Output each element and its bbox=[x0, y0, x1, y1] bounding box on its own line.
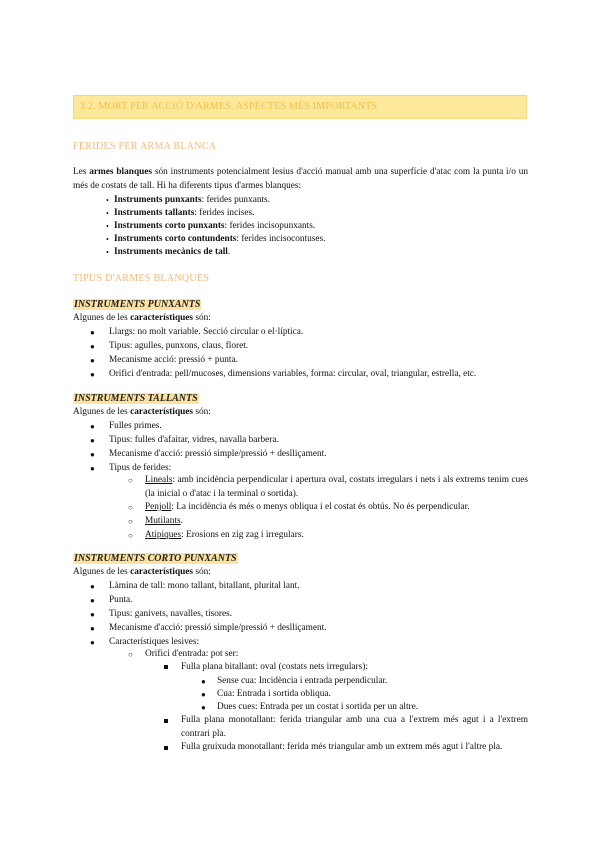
list-item: Tipus: fulles d'afaitar, vidres, navalla barbera. bbox=[109, 435, 279, 445]
sub-list-item: Mutilants. bbox=[145, 516, 183, 526]
bullet-icon: • bbox=[106, 235, 109, 244]
list-item: Mecanisme d'acció: pressió simple/pressió + deslliçament. bbox=[109, 449, 327, 459]
heading-ferides: FERIDES PER ARMA BLANCA bbox=[73, 141, 217, 152]
sub-sub-sub-item: Sense cua: Incidència i entrada perpendicular. bbox=[217, 676, 388, 686]
sub-list-item: Penjoll: La incidència és més o menys obliqua i el costat és obtús. No és perpendicular. bbox=[145, 502, 470, 512]
sub-sub-list-item: Fulla gruixuda monotallant: ferida més triangular amb un extrem més agut i l'altre pla. bbox=[181, 742, 503, 752]
list-item: Tipus: agulles, punxons, claus, floret. bbox=[109, 341, 249, 351]
lead-text: Algunes de les característiques són: bbox=[73, 407, 211, 417]
sub-list-item: Atípiques: Erosions en zig zag i irregulars. bbox=[145, 530, 304, 540]
bullet-icon: ● bbox=[90, 370, 95, 379]
list-item: Làmina de tall: mono tallant, bitallant, plurital lant. bbox=[109, 581, 300, 591]
bullet-icon: ● bbox=[90, 422, 95, 431]
lead-text: Algunes de les característiques són: bbox=[73, 567, 211, 577]
list-item: Característiques lesives: bbox=[109, 637, 200, 647]
sub-sub-list-item: Fulla plana bitallant: oval (costats nets irregulars): bbox=[181, 662, 368, 672]
circle-bullet-icon: ○ bbox=[128, 503, 133, 512]
bullet-icon: ● bbox=[90, 450, 95, 459]
list-item: Mecanisme d'acció: pressió simple/pressió + deslliçament. bbox=[109, 623, 327, 633]
list-item: Instruments corto contundents: ferides incisocontuses. bbox=[114, 234, 326, 244]
list-item: Orifici d'entrada: pell/mucoses, dimensions variables, forma: circular, oval, triangular, estrella, etc. bbox=[109, 369, 477, 379]
bullet-icon: ● bbox=[201, 690, 206, 699]
bullet-icon: ● bbox=[90, 464, 95, 473]
list-item: Punta. bbox=[109, 595, 133, 605]
circle-bullet-icon: ○ bbox=[128, 531, 133, 540]
subheading-tallants: INSTRUMENTS TALLANTS bbox=[74, 393, 198, 404]
bullet-icon: • bbox=[106, 222, 109, 231]
bullet-icon: • bbox=[106, 209, 109, 218]
bullet-icon: • bbox=[106, 248, 109, 257]
bullet-icon: ● bbox=[90, 582, 95, 591]
list-item: Instruments corto punxants: ferides incisopunxants. bbox=[114, 221, 316, 231]
bullet-icon: ● bbox=[90, 328, 95, 337]
circle-bullet-icon: ○ bbox=[128, 650, 133, 659]
bullet-icon: ● bbox=[90, 356, 95, 365]
subheading-punxants: INSTRUMENTS PUNXANTS bbox=[74, 299, 201, 310]
list-item: Instruments tallants: ferides incises. bbox=[114, 208, 255, 218]
sub-sub-sub-item: Cua: Entrada i sortida obliqua. bbox=[217, 689, 331, 699]
bullet-icon: ● bbox=[90, 596, 95, 605]
circle-bullet-icon: ○ bbox=[128, 517, 133, 526]
bullet-icon: ● bbox=[90, 436, 95, 445]
subheading-cortopunxants: INSTRUMENTS CORTO PUNXANTS bbox=[74, 553, 237, 564]
sub-list-item: Orifici d'entrada: pot ser: bbox=[145, 649, 239, 659]
intro-paragraph: Les armes blanques són instruments potencialment lesius d'acció manual amb una superfície d'atac com la punta i/o un més de costats de tall. Hi ha diferents tipus d'armes blanques: bbox=[73, 167, 529, 191]
list-item: Instruments mecànics de tall. bbox=[114, 247, 231, 257]
circle-bullet-icon: ○ bbox=[128, 476, 133, 485]
lead-text: Algunes de les característiques són: bbox=[73, 313, 211, 323]
bullet-icon: • bbox=[106, 196, 109, 205]
sub-sub-list-item: Fulla plana monotallant: ferida triangular amb una cua a l'extrem més agut i a l'extrem contrari pla. bbox=[181, 715, 528, 739]
bullet-icon: ● bbox=[90, 342, 95, 351]
section-title-banner: 3.2. MORT PER ACCIÓ D'ARMES. ASPECTES MÉS IMPORTANTS bbox=[73, 95, 527, 119]
list-item: Tipus de ferides: bbox=[109, 463, 172, 473]
list-item: Llargs: no molt variable. Secció circular o el·líptica. bbox=[109, 327, 304, 337]
bullet-icon: ● bbox=[90, 638, 95, 647]
square-bullet-icon bbox=[164, 746, 168, 750]
bullet-icon: ● bbox=[90, 610, 95, 619]
heading-tipus: TIPUS D'ARMES BLANQUES bbox=[73, 273, 210, 284]
list-item: Mecanisme acció: pressió + punta. bbox=[109, 355, 238, 365]
square-bullet-icon bbox=[164, 665, 168, 669]
bullet-icon: ● bbox=[201, 677, 206, 686]
list-item: Fulles primes. bbox=[109, 421, 162, 431]
square-bullet-icon bbox=[164, 719, 168, 723]
bullet-icon: ● bbox=[201, 703, 206, 712]
list-item: Instruments punxants: ferides punxants. bbox=[114, 195, 270, 205]
bullet-icon: ● bbox=[90, 624, 95, 633]
sub-sub-sub-item: Dues cues: Entrada per un costat i sortida per un altre. bbox=[217, 702, 419, 712]
list-item: Tipus: ganivets, navalles, tisores. bbox=[109, 609, 233, 619]
sub-list-item: Lineals: amb incidència perpendicular i apertura oval, costats irregulars i nets i als extrems tenim cues (la inicial o d'atac i la terminal o sortida). bbox=[145, 475, 528, 499]
